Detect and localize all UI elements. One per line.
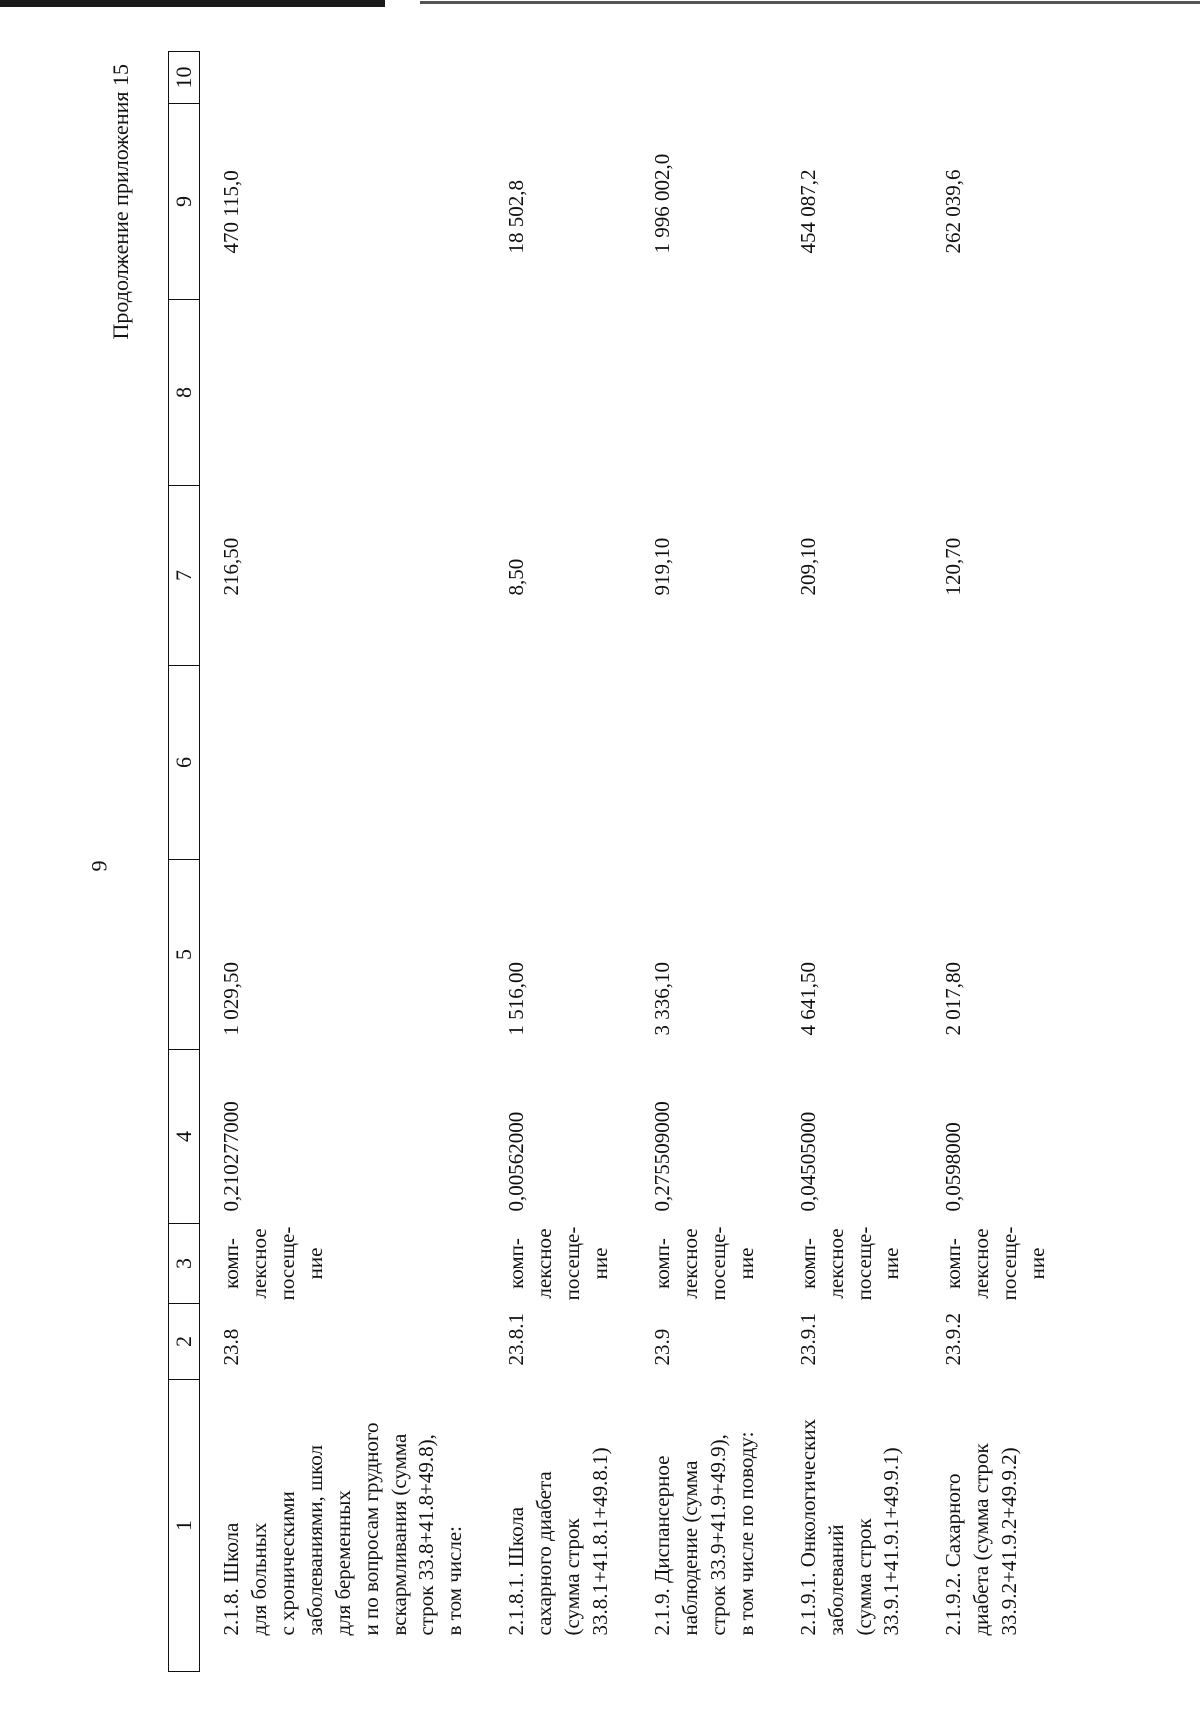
value-col4: 0,275509000 bbox=[649, 1101, 674, 1212]
row-name-cell bbox=[777, 1380, 923, 1672]
value-col9: 1 996 002,0 bbox=[649, 153, 674, 254]
row-name-line: 2.1.9.1. Онкологических bbox=[795, 1418, 820, 1636]
page-number: 9 bbox=[86, 860, 112, 872]
unit-line: посеще- bbox=[560, 1226, 585, 1301]
value-col7: 919,10 bbox=[649, 537, 674, 596]
unit-line: лексное bbox=[532, 1228, 557, 1299]
value-col10 bbox=[922, 52, 1052, 104]
value-col7: 8,50 bbox=[504, 558, 529, 596]
row-name-cell bbox=[631, 1380, 777, 1672]
unit-line: ние bbox=[1025, 1247, 1050, 1280]
col-header-10: 10 bbox=[169, 52, 200, 104]
value-col4: 0,00562000 bbox=[504, 1111, 529, 1212]
table-row bbox=[777, 52, 923, 1672]
appendix-continuation-note: Продолжение приложения 15 bbox=[108, 64, 133, 340]
row-name-line: заболеваний bbox=[823, 1524, 848, 1636]
value-col7: 120,70 bbox=[941, 537, 966, 596]
col-header-8: 8 bbox=[169, 300, 200, 486]
row-name-cell bbox=[485, 1380, 631, 1672]
row-name-line: 33.8.1+41.8.1+49.8.1) bbox=[588, 1447, 613, 1636]
value-col9: 454 087,2 bbox=[795, 169, 820, 254]
value-col4: 0,0598000 bbox=[941, 1122, 966, 1212]
col-header-4: 4 bbox=[169, 1050, 200, 1224]
row-name-line: строк 33.9+41.9+49.9), bbox=[705, 1434, 730, 1636]
unit-cell bbox=[200, 1224, 486, 1304]
value-col4: 0,04505000 bbox=[795, 1111, 820, 1212]
row-name-cell bbox=[200, 1380, 486, 1672]
row-line-number: 23.8 bbox=[219, 1328, 243, 1366]
col-header-2: 2 bbox=[169, 1304, 200, 1380]
value-col8 bbox=[200, 300, 486, 486]
col-header-9: 9 bbox=[169, 104, 200, 300]
row-name-line: сахарного диабета bbox=[532, 1471, 557, 1636]
row-name-line: для больных bbox=[246, 1522, 271, 1636]
value-col9: 470 115,0 bbox=[219, 170, 243, 254]
value-col9: 262 039,6 bbox=[941, 169, 966, 254]
value-col6 bbox=[485, 666, 631, 860]
row-name-line: в том числе: bbox=[442, 1526, 467, 1636]
value-col10 bbox=[777, 52, 923, 104]
row-name-line: наблюдение (сумма bbox=[677, 1460, 702, 1636]
row-name-line: с хроническими bbox=[274, 1491, 299, 1636]
row-name-line: строк 33.8+41.8+49.8), bbox=[414, 1434, 439, 1636]
unit-line: посеще- bbox=[274, 1226, 299, 1301]
value-col10 bbox=[200, 52, 486, 104]
row-name-line: и по вопросам грудного bbox=[358, 1422, 383, 1636]
value-col8 bbox=[631, 300, 777, 486]
col-header-3: 3 bbox=[169, 1224, 200, 1304]
unit-line: посеще- bbox=[997, 1226, 1022, 1301]
row-name-line: (сумма строк bbox=[851, 1518, 876, 1636]
unit-line: лексное bbox=[246, 1228, 271, 1299]
unit-line: лексное bbox=[969, 1228, 994, 1299]
data-table bbox=[168, 51, 1052, 1672]
value-col5: 2 017,80 bbox=[941, 962, 966, 1036]
row-name-line: 33.9.2+41.9.2+49.9.2) bbox=[997, 1447, 1022, 1636]
unit-cell bbox=[922, 1224, 1052, 1304]
row-name-line: 2.1.8.1. Школа bbox=[504, 1506, 529, 1636]
row-name-line: 2.1.9.2. Сахарного bbox=[941, 1473, 966, 1636]
value-col10 bbox=[485, 52, 631, 104]
unit-line: комп- bbox=[504, 1238, 529, 1289]
row-name-line: 33.9.1+41.9.1+49.9.1) bbox=[879, 1447, 904, 1636]
rotated-page-content bbox=[108, 52, 1178, 1672]
row-name-line: в том числе по поводу: bbox=[733, 1431, 758, 1636]
unit-line: комп- bbox=[795, 1238, 820, 1289]
unit-line: ние bbox=[879, 1247, 904, 1280]
value-col8 bbox=[485, 300, 631, 486]
row-name-line: (сумма строк bbox=[560, 1518, 585, 1636]
value-col7: 209,10 bbox=[795, 537, 820, 596]
row-line-number: 23.9.1 bbox=[795, 1313, 820, 1366]
value-col4: 0,210277000 bbox=[219, 1101, 243, 1212]
row-name-line: 2.1.9. Диспансерное bbox=[649, 1455, 674, 1636]
value-col6 bbox=[200, 666, 486, 860]
unit-line: ние bbox=[302, 1247, 327, 1280]
unit-cell bbox=[485, 1224, 631, 1304]
value-col6 bbox=[922, 666, 1052, 860]
column-number-header bbox=[169, 52, 200, 1672]
unit-line: посеще- bbox=[705, 1226, 730, 1301]
table-row bbox=[485, 52, 631, 1672]
col-header-1: 1 bbox=[169, 1380, 200, 1672]
row-name-line: для беременных bbox=[330, 1490, 355, 1636]
value-col6 bbox=[631, 666, 777, 860]
col-header-6: 6 bbox=[169, 666, 200, 860]
value-col5: 1 029,50 bbox=[219, 962, 243, 1036]
value-col7: 216,50 bbox=[219, 537, 243, 596]
unit-cell bbox=[777, 1224, 923, 1304]
value-col5: 1 516,00 bbox=[504, 962, 529, 1036]
row-name-line: заболеваниями, школ bbox=[302, 1445, 327, 1636]
row-name-cell bbox=[922, 1380, 1052, 1672]
value-col6 bbox=[777, 666, 923, 860]
scan-edge-line bbox=[420, 1, 1200, 4]
col-header-5: 5 bbox=[169, 860, 200, 1050]
table-row bbox=[922, 52, 1052, 1672]
row-line-number: 23.8.1 bbox=[504, 1313, 529, 1366]
table-row bbox=[200, 52, 486, 1672]
unit-line: ние bbox=[588, 1247, 613, 1280]
unit-line: посеще- bbox=[851, 1226, 876, 1301]
row-name-line: вскармливания (сумма bbox=[386, 1433, 411, 1636]
unit-line: лексное bbox=[823, 1228, 848, 1299]
unit-line: ние bbox=[733, 1247, 758, 1280]
row-name-line: 2.1.8. Школа bbox=[219, 1522, 243, 1636]
unit-line: комп- bbox=[219, 1238, 243, 1289]
row-name-line: диабета (сумма строк bbox=[969, 1443, 994, 1636]
scan-edge-line bbox=[0, 0, 385, 7]
unit-line: комп- bbox=[649, 1238, 674, 1289]
row-line-number: 23.9 bbox=[649, 1328, 674, 1366]
unit-line: комп- bbox=[941, 1238, 966, 1289]
unit-cell bbox=[631, 1224, 777, 1304]
value-col10 bbox=[631, 52, 777, 104]
row-line-number: 23.9.2 bbox=[941, 1313, 966, 1366]
value-col8 bbox=[777, 300, 923, 486]
table-row bbox=[631, 52, 777, 1672]
value-col5: 4 641,50 bbox=[795, 962, 820, 1036]
unit-line: лексное bbox=[677, 1228, 702, 1299]
col-header-7: 7 bbox=[169, 486, 200, 666]
value-col5: 3 336,10 bbox=[649, 962, 674, 1036]
value-col8 bbox=[922, 300, 1052, 486]
value-col9: 18 502,8 bbox=[504, 180, 529, 254]
